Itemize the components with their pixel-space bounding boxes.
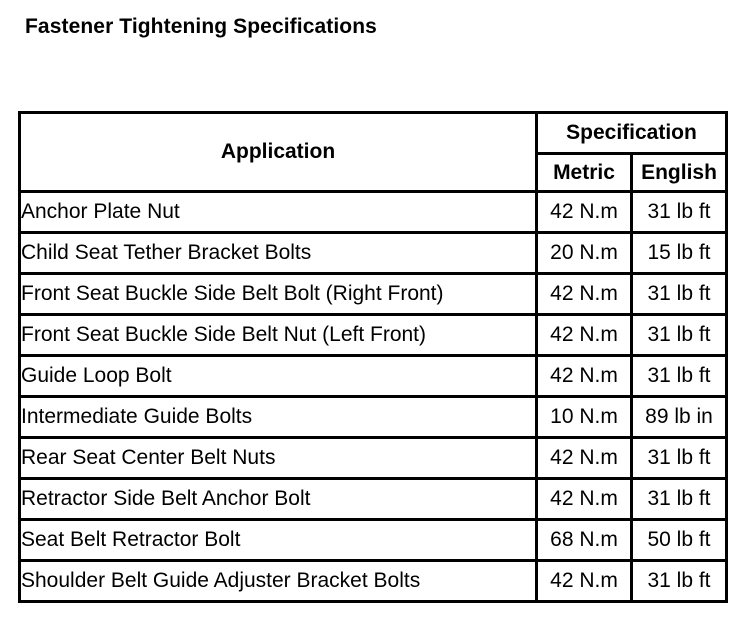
metric-cell: 68 N.m <box>537 520 632 561</box>
english-cell: 31 lb ft <box>632 192 727 233</box>
application-cell: Retractor Side Belt Anchor Bolt <box>20 479 537 520</box>
metric-cell: 42 N.m <box>537 356 632 397</box>
metric-cell: 42 N.m <box>537 561 632 602</box>
metric-cell: 42 N.m <box>537 315 632 356</box>
spec-table <box>18 111 728 603</box>
application-cell: Guide Loop Bolt <box>20 356 537 397</box>
table-row <box>20 192 727 233</box>
metric-header: Metric <box>537 154 632 192</box>
english-header: English <box>632 154 727 192</box>
english-cell: 31 lb ft <box>632 479 727 520</box>
metric-cell: 42 N.m <box>537 479 632 520</box>
english-cell: 15 lb ft <box>632 233 727 274</box>
application-cell: Anchor Plate Nut <box>20 192 537 233</box>
english-cell: 31 lb ft <box>632 356 727 397</box>
table-row <box>20 561 727 602</box>
table-row <box>20 274 727 315</box>
specification-header: Specification <box>537 113 727 154</box>
application-cell: Front Seat Buckle Side Belt Nut (Left Front) <box>20 315 537 356</box>
table-row <box>20 479 727 520</box>
application-cell: Rear Seat Center Belt Nuts <box>20 438 537 479</box>
application-header: Application <box>20 113 537 192</box>
table-row <box>20 397 727 438</box>
application-cell: Intermediate Guide Bolts <box>20 397 537 438</box>
english-cell: 31 lb ft <box>632 315 727 356</box>
metric-cell: 10 N.m <box>537 397 632 438</box>
english-cell: 89 lb in <box>632 397 727 438</box>
application-cell: Seat Belt Retractor Bolt <box>20 520 537 561</box>
metric-cell: 42 N.m <box>537 274 632 315</box>
application-cell: Front Seat Buckle Side Belt Bolt (Right Front) <box>20 274 537 315</box>
application-cell: Shoulder Belt Guide Adjuster Bracket Bolts <box>20 561 537 602</box>
metric-cell: 42 N.m <box>537 438 632 479</box>
english-cell: 31 lb ft <box>632 438 727 479</box>
table-row <box>20 438 727 479</box>
metric-cell: 20 N.m <box>537 233 632 274</box>
english-cell: 50 lb ft <box>632 520 727 561</box>
table-row <box>20 315 727 356</box>
metric-cell: 42 N.m <box>537 192 632 233</box>
table-row <box>20 356 727 397</box>
english-cell: 31 lb ft <box>632 274 727 315</box>
table-row <box>20 520 727 561</box>
page-title: Fastener Tightening Specifications <box>25 15 377 38</box>
english-cell: 31 lb ft <box>632 561 727 602</box>
table-row <box>20 233 727 274</box>
application-cell: Child Seat Tether Bracket Bolts <box>20 233 537 274</box>
